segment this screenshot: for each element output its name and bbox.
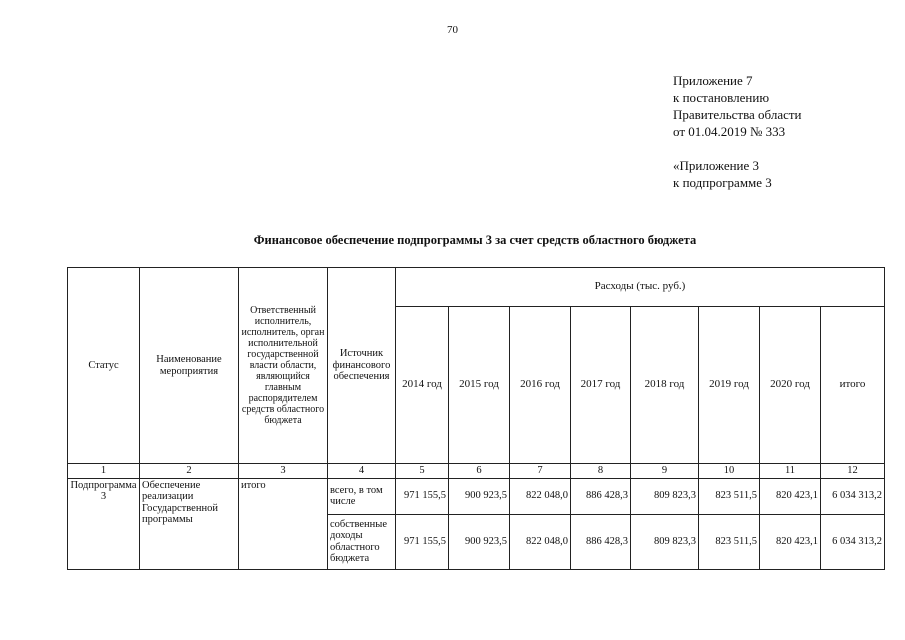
column-number: 11 <box>760 464 821 479</box>
column-number: 4 <box>328 464 396 479</box>
row-name: Обеспечение реализации Государственной программы <box>140 478 239 569</box>
value-cell: 886 428,3 <box>571 514 631 569</box>
value-cell: 822 048,0 <box>510 478 571 514</box>
appendix-line: к подпрограмме 3 <box>673 175 772 190</box>
appendix-header <box>673 72 802 191</box>
column-number: 5 <box>396 464 449 479</box>
header-year: 2014 год <box>396 307 449 464</box>
column-number: 2 <box>140 464 239 479</box>
value-cell: 886 428,3 <box>571 478 631 514</box>
header-responsible: Ответственный исполнитель, исполнитель, орган исполнительной государственной власти области, являющийся главным распорядителем средств областного бюджета <box>239 268 328 464</box>
financing-table <box>67 267 885 570</box>
column-number: 10 <box>699 464 760 479</box>
appendix-line: от 01.04.2019 № 333 <box>673 124 786 139</box>
column-number: 7 <box>510 464 571 479</box>
column-number: 9 <box>631 464 699 479</box>
value-cell: 900 923,5 <box>449 478 510 514</box>
row-responsible: итого <box>239 478 328 569</box>
column-number: 3 <box>239 464 328 479</box>
row-status: Подпрограмма 3 <box>68 478 140 569</box>
value-cell: 971 155,5 <box>396 478 449 514</box>
appendix-line: к постановлению <box>673 90 770 105</box>
page-number: 70 <box>447 24 458 36</box>
header-year: 2020 год <box>760 307 821 464</box>
column-number: 8 <box>571 464 631 479</box>
column-number: 1 <box>68 464 140 479</box>
header-total: итого <box>821 307 885 464</box>
document-title: Финансовое обеспечение подпрограммы 3 за счет средств областного бюджета <box>253 233 697 247</box>
value-cell: 820 423,1 <box>760 514 821 569</box>
header-name: Наименование мероприятия <box>140 268 239 464</box>
header-status: Статус <box>68 268 140 464</box>
value-cell: 823 511,5 <box>699 478 760 514</box>
value-cell: 6 034 313,2 <box>821 478 885 514</box>
column-number: 6 <box>449 464 510 479</box>
header-year: 2015 год <box>449 307 510 464</box>
value-cell: 809 823,3 <box>631 514 699 569</box>
header-expenses: Расходы (тыс. руб.) <box>396 268 885 307</box>
value-cell: 820 423,1 <box>760 478 821 514</box>
row-source: собственные доходы областного бюджета <box>328 514 396 569</box>
appendix-line: Правительства области <box>673 107 802 122</box>
header-year: 2019 год <box>699 307 760 464</box>
header-year: 2018 год <box>631 307 699 464</box>
header-year: 2017 год <box>571 307 631 464</box>
value-cell: 971 155,5 <box>396 514 449 569</box>
table-row <box>68 478 885 514</box>
value-cell: 900 923,5 <box>449 514 510 569</box>
header-year: 2016 год <box>510 307 571 464</box>
column-number: 12 <box>821 464 885 479</box>
appendix-line: Приложение 7 <box>673 73 753 88</box>
value-cell: 809 823,3 <box>631 478 699 514</box>
value-cell: 822 048,0 <box>510 514 571 569</box>
appendix-line: «Приложение 3 <box>673 158 760 173</box>
value-cell: 823 511,5 <box>699 514 760 569</box>
row-source: всего, в том числе <box>328 478 396 514</box>
header-source: Источник финансового обеспечения <box>328 268 396 464</box>
value-cell: 6 034 313,2 <box>821 514 885 569</box>
